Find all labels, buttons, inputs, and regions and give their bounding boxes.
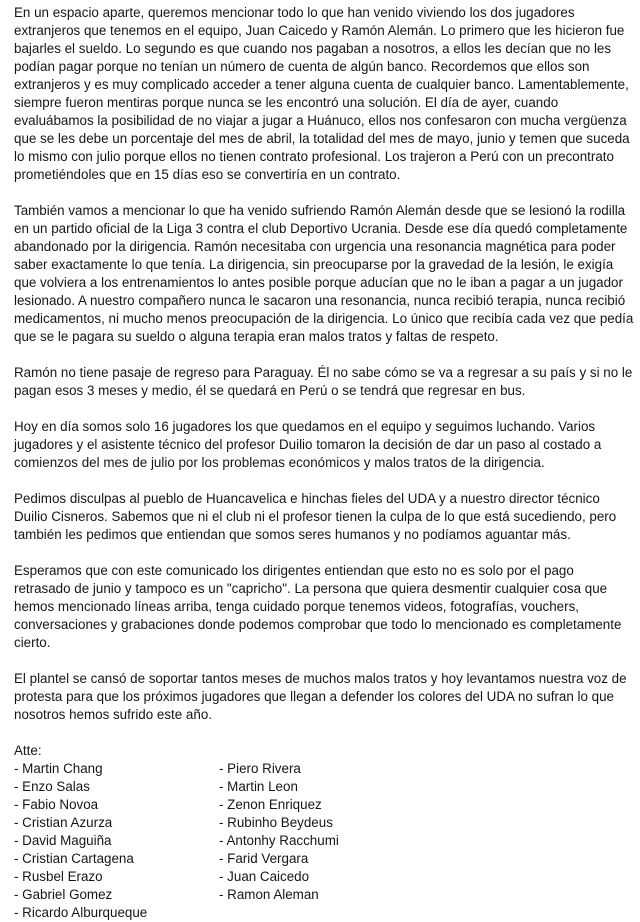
signature-name: - Rusbel Erazo [14, 869, 103, 884]
paragraph-foreign-players: En un espacio aparte, queremos mencionar todo lo que han venido viviendo los dos jugadores extranjeros que tenemos en el equipo, Juan Caicedo y Ramón Alemán. Lo primero que les hicieron fue bajarles el sueldo. Lo segundo es que cuando nos pagaban a nosotros, a ellos les decían que no les podían pagar porque no tenían un número de cuenta de algún banco. Recordemos que ellos son extranjeros y es muy complicado acceder a tener alguna cuenta de cualquier banco. Lamentablemente, siempre fueron mentiras porque nunca se les encontró una solución. El día de ayer, cuando evaluábamos la posibilidad de no viajar a jugar a Huánuco, ellos nos confesaron con mucha vergüenza que se les debe un porcentaje del mes de abril, la totalidad del mes de mayo, junio y temen que suceda lo mismo con julio porque ellos no tienen contrato profesional. Los trajeron a Perú con un precontrato prometiéndoles que en 15 días eso se convertiría en un contrato. [14, 5, 630, 182]
signature-column-left [14, 760, 219, 922]
signature-name: - Piero Rivera [219, 761, 301, 776]
signature-name: - Rubinho Beydeus [219, 815, 333, 830]
signature-name: - Cristian Cartagena [14, 851, 134, 866]
signature-name: - Ricardo Alburqueque [14, 905, 148, 920]
signature-name: - Farid Vergara [219, 851, 309, 866]
paragraph-return-ticket: Ramón no tiene pasaje de regreso para Paraguay. Él no sabe cómo se va a regresar a su país y si no le pagan esos 3 meses y medio, él se quedará en Perú o se tendrá que regresar en bus. [14, 365, 633, 398]
signature-name: - Antonhy Racchumi [219, 833, 339, 848]
signature-name: - Zenon Enriquez [219, 797, 322, 812]
signature-name: - Ramon Aleman [219, 887, 319, 902]
signature-name: - Cristian Azurza [14, 815, 113, 830]
signature-name: - Martin Chang [14, 761, 103, 776]
paragraph-apology: Pedimos disculpas al pueblo de Huancavelica e hinchas fieles del UDA y a nuestro director técnico Duilio Cisneros. Sabemos que ni el club ni el profesor tienen la culpa de lo que está sucediendo, pero también les pedimos que entiendan que somos seres humanos y no podíamos aguantar más. [14, 491, 617, 542]
signature-list [14, 760, 634, 922]
signature-name: - Martin Leon [219, 779, 298, 794]
paragraph-warning: Esperamos que con este comunicado los dirigentes entiendan que esto no es solo por el pago retrasado de junio y tampoco es un "capricho". La persona que quiera desmentir cualquier cosa que hemos mencionado líneas arriba, tenga cuidado porque tenemos videos, fotografías, vouchers, conversaciones y grabaciones donde podemos comprobar que todo lo mencionado es completamente cierto. [14, 563, 622, 650]
signature-name: - Gabriel Gomez [14, 887, 113, 902]
paragraph-remaining-players: Hoy en día somos solo 16 jugadores los que quedamos en el equipo y seguimos luchando. Varios jugadores y el asistente técnico del profesor Duilio tomaron la decisión de dar un paso al costado a comienzos del mes de julio por los problemas económicos y malos tratos de la dirigencia. [14, 419, 602, 470]
paragraph-ramon-injury: También vamos a mencionar lo que ha venido sufriendo Ramón Alemán desde que se lesionó la rodilla en un partido oficial de la Liga 3 contra el club Deportivo Ucrania. Desde ese día quedó completamente abandonado por la dirigencia. Ramón necesitaba con urgencia una resonancia magnética para poder saber exactamente lo que tenía. La dirigencia, sin preocuparse por la gravedad de la lesión, le exigía que volviera a los entrenamientos lo antes posible porque aducían que no le iban a pagar a un jugador lesionado. A nuestro compañero nunca le sacaron una resonancia, nunca recibió terapia, nunca recibió medicamentos, ni mucho menos preocupación de la dirigencia. Lo único que recibía cada vez que pedía que se le pagara su sueldo o alguna terapia eran malos tratos y faltas de respeto. [14, 203, 634, 344]
signature-name: - Juan Caicedo [219, 869, 310, 884]
signature-name: - Enzo Salas [14, 779, 90, 794]
signoff: Atte: [14, 743, 42, 758]
paragraph-protest: El plantel se cansó de soportar tantos meses de muchos malos tratos y hoy levantamos nuestra voz de protesta para que los próximos jugadores que llegan a defender los colores del UDA no sufran lo que nosotros hemos sufrido este año. [14, 671, 627, 722]
signature-name: - David Maguiña [14, 833, 112, 848]
signature-column-right [219, 760, 419, 922]
signature-name: - Fabio Novoa [14, 797, 99, 812]
